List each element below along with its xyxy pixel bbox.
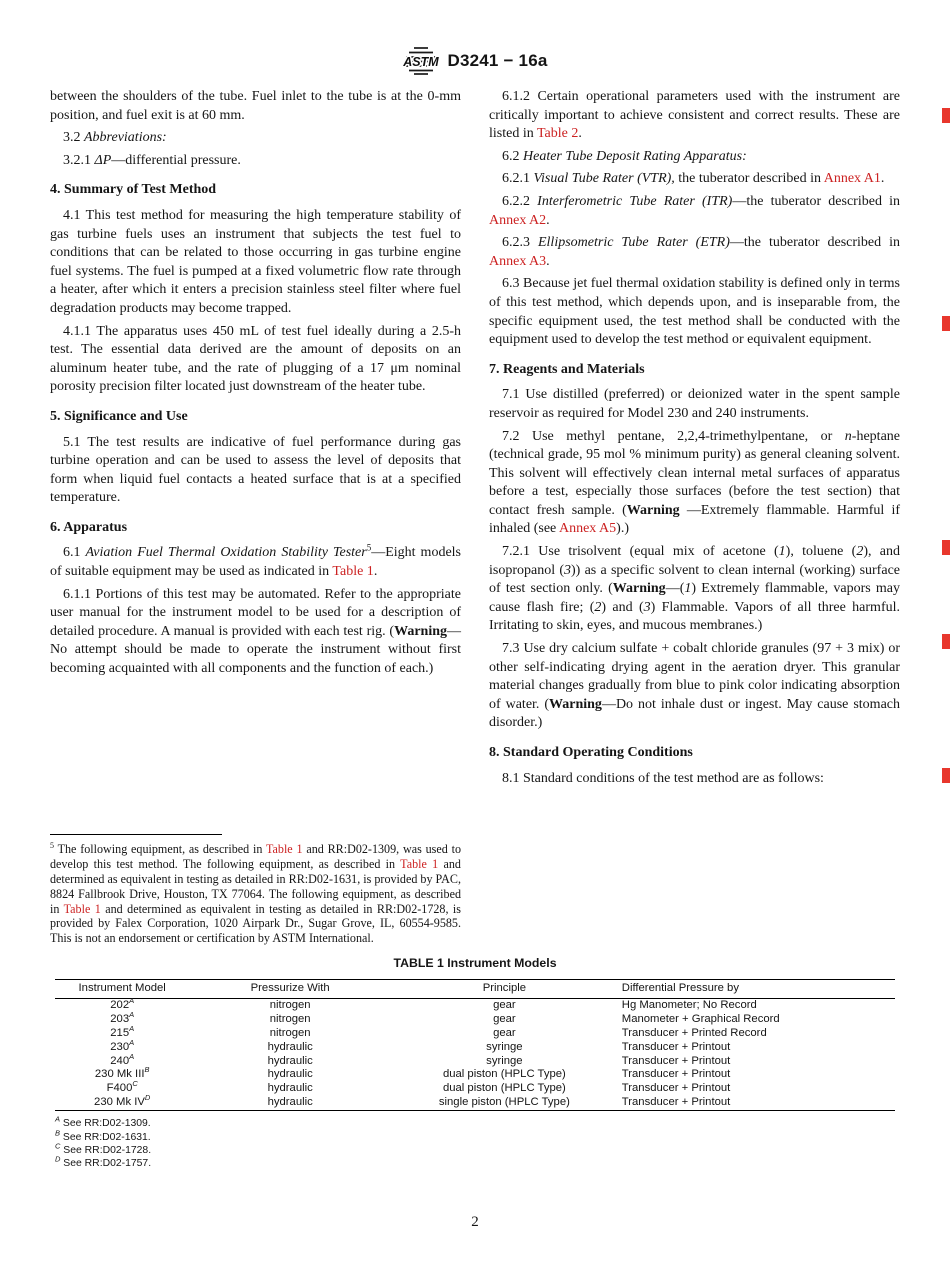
text-run: 8.1 Standard conditions of the test method are as follows: bbox=[502, 770, 824, 786]
change-marker bbox=[942, 768, 950, 783]
text-run: -heptane (technical grade, 95 mol % minimum purity) as general cleaning solvent. This solvent will effectively clean internal metal surfaces of apparatus before a test, especially those surfaces (before the test section) that contact fresh sample. ( bbox=[489, 428, 900, 518]
text-run: —differential pressure. bbox=[111, 152, 241, 168]
text-run: —Extremely flammable. Harmful if inhaled (see bbox=[489, 502, 900, 537]
text-run: . bbox=[880, 171, 885, 187]
text-run: Warning bbox=[612, 581, 666, 597]
text-run: )) as a specific solvent to clean internal (working) surface of test section only. ( bbox=[489, 562, 900, 597]
table-cell: gear bbox=[493, 1026, 516, 1039]
table-cell: nitrogen bbox=[269, 1012, 311, 1025]
text-run: 6.2.1 bbox=[502, 171, 534, 187]
table1-title: TABLE 1 Instrument Models bbox=[393, 956, 557, 970]
paragraph bbox=[489, 543, 900, 636]
text-run: ), and isopropanol ( bbox=[489, 544, 900, 578]
doc-link[interactable]: Table 1 bbox=[265, 842, 303, 857]
table-cell: syringe bbox=[486, 1040, 523, 1053]
text-run: Interferometric Tube Rater (ITR) bbox=[537, 193, 733, 209]
document-body bbox=[50, 88, 900, 946]
text-run: Aviation Fuel Thermal Oxidation Stability Tester bbox=[85, 545, 367, 561]
table-footnote: $^A$ See RR:D02-1309. bbox=[55, 1114, 151, 1130]
section-heading: 7. Reagents and Materials bbox=[489, 361, 645, 377]
table-row bbox=[55, 998, 895, 1012]
text-run: . bbox=[578, 126, 582, 142]
column-header: Instrument Model bbox=[78, 982, 166, 994]
doc-link[interactable]: Table 1 bbox=[63, 901, 101, 916]
text-run: ), toluene ( bbox=[785, 544, 857, 560]
change-marker bbox=[942, 316, 950, 331]
text-run: and RR:D02-1309, was used to develop this test method. The following equipment, as described in bbox=[50, 842, 461, 872]
text-run: —the tuberator described in bbox=[732, 193, 901, 209]
paragraph bbox=[50, 544, 461, 581]
table1-body bbox=[55, 998, 895, 1110]
table-cell: 230 Mk $III^B$ bbox=[94, 1065, 150, 1081]
table-cell: syringe bbox=[486, 1054, 523, 1067]
change-marker bbox=[942, 634, 950, 649]
paragraph bbox=[489, 170, 900, 189]
paragraph bbox=[489, 386, 900, 423]
doc-link[interactable]: Annex A3 bbox=[489, 253, 547, 269]
text-run: 6.1.2 Certain operational parameters used with the instrument are critically important to achieve consistent and correct results. These are listed in bbox=[489, 89, 900, 142]
paragraph bbox=[489, 148, 900, 167]
text-run: 3 bbox=[564, 562, 572, 578]
table-cell: hydraulic bbox=[267, 1096, 313, 1109]
change-marker bbox=[942, 108, 950, 123]
text-run: 2 bbox=[594, 599, 602, 615]
paragraph bbox=[50, 434, 461, 508]
text-run: Visual Tube Rater (VTR), bbox=[533, 171, 675, 187]
section-heading: 8. Standard Operating Conditions bbox=[489, 745, 693, 760]
table-row bbox=[55, 1068, 895, 1082]
text-run: 6.2.3 bbox=[502, 235, 538, 251]
text-run: n bbox=[844, 428, 852, 444]
section-heading: 6. Apparatus bbox=[50, 519, 128, 535]
doc-link[interactable]: Annex A1 bbox=[823, 171, 881, 187]
table-cell: hydraulic bbox=[267, 1082, 313, 1095]
table-cell: Manometer + Graphical Record bbox=[621, 1012, 780, 1025]
table-cell: Transducer + Printed Record bbox=[621, 1026, 767, 1039]
table-footnote: $^C$ See RR:D02-1728. bbox=[55, 1141, 152, 1156]
text-run: 5 bbox=[50, 841, 54, 851]
table-row bbox=[55, 1082, 895, 1096]
text-run: . bbox=[373, 564, 378, 580]
text-run: The following equipment, as described in bbox=[54, 842, 266, 857]
text-run: 1 bbox=[778, 544, 786, 560]
table-cell: nitrogen bbox=[269, 1026, 311, 1039]
text-run: and determined as equivalent in testing as detailed in RR:D02-1631, is provided by PAC, 8824 Fallbrook Drive, Houston, TX 77064. The following equipment, as described in bbox=[50, 857, 461, 916]
table1 bbox=[55, 979, 895, 1111]
text-run: 7.2.1 Use trisolvent (equal mix of acetone ( bbox=[502, 544, 779, 560]
left-column bbox=[50, 88, 461, 946]
table-cell: $202^A$ bbox=[110, 996, 135, 1011]
text-run: 7.3 Use dry calcium sulfate + cobalt chloride granules (97 + 3 mix) or other self-indicating drying agent in the aeration dryer. This granular material changes gradually from blue to pink color indicating absorption of water. ( bbox=[489, 641, 900, 712]
text-run: 3.2.1 bbox=[63, 152, 95, 168]
footnote-block bbox=[50, 834, 461, 946]
table-cell: Transducer + Printout bbox=[621, 1054, 731, 1067]
table-cell: $215^A$ bbox=[110, 1023, 135, 1039]
doc-link[interactable]: Table 1 bbox=[400, 857, 439, 872]
table1-footnotes bbox=[55, 1114, 895, 1171]
text-run: Heater Tube Deposit Rating Apparatus: bbox=[523, 148, 747, 164]
footnote-text bbox=[50, 842, 461, 946]
text-run: ) and ( bbox=[601, 599, 644, 615]
table-row bbox=[55, 1055, 895, 1069]
text-run: 2 bbox=[856, 544, 864, 560]
text-run: 6.1.1 Portions of this test may be automated. Refer to the appropriate user manual for the instrument model to be used for a description of detailed procedure. A manual is provided with each test rig. ( bbox=[50, 586, 461, 639]
left-column-blocks bbox=[50, 88, 461, 679]
text-run: 5 bbox=[366, 542, 372, 553]
section-heading: 4. Summary of Test Method bbox=[50, 182, 217, 198]
table1-section bbox=[55, 956, 895, 1171]
text-run: 6.3 Because jet fuel thermal oxidation stability is defined only in terms of this test method, which depends upon, and is inseparable from, the specific equipment used, the test method shall be conducted with the equipment used to develop the test method or equivalent equipment. bbox=[489, 276, 900, 348]
text-run: —No attempt should be made to operate the instrument without first becoming acquainted with all components and the function of each.) bbox=[50, 623, 461, 677]
table-cell: gear bbox=[493, 1012, 516, 1025]
table-cell: Transducer + Printout bbox=[621, 1082, 731, 1095]
text-run: the tuberator described in bbox=[674, 171, 824, 187]
text-run: ΔP bbox=[94, 152, 112, 168]
doc-link[interactable]: Table 2 bbox=[536, 126, 579, 142]
table-row bbox=[55, 1013, 895, 1027]
column-header: Principle bbox=[482, 982, 527, 994]
text-run: 5.1 The test results are indicative of fuel performance during gas turbine operation and can be used to assess the level of deposits that form when liquid fuel contacts a heated surface that is at a specified temperature. bbox=[50, 434, 461, 506]
standard-designation: D3241 − 16a bbox=[447, 51, 548, 70]
text-run: 4.1 This test method for measuring the high temperature stability of gas turbine fuels uses an instrument that subjects the test fuel to conditions that can be related to those occurring in gas turbine engine fuel systems. The fuel is pumped at a fixed volumetric flow rate through a heater, after which it enters a precision stainless steel filter where fuel degradation products may become trapped. bbox=[50, 207, 461, 316]
right-column bbox=[489, 88, 900, 946]
text-run: 1 bbox=[684, 581, 692, 597]
doc-link[interactable]: Table 1 bbox=[332, 564, 374, 580]
right-column-blocks bbox=[489, 88, 900, 788]
table-cell: Transducer + Printout bbox=[621, 1040, 731, 1053]
paragraph bbox=[50, 323, 461, 397]
astm-logo bbox=[402, 46, 440, 76]
table-cell: dual piston (HPLC Type) bbox=[442, 1068, 566, 1081]
table-cell: nitrogen bbox=[269, 998, 311, 1011]
column-header: Differential Pressure by bbox=[621, 982, 739, 994]
page-number: 2 bbox=[471, 1214, 479, 1230]
text-run: 7.1 Use distilled (preferred) or deionized water in the spent sample reservoir as required for Model 230 and 240 instruments. bbox=[489, 387, 900, 421]
table-cell: Transducer + Printout bbox=[621, 1068, 731, 1081]
text-run: 4.1.1 The apparatus uses 450 mL of test fuel ideally during a 2.5-h test. The essential data derived are the amount of deposits on an aluminum heater tube, and the rate of plugging of a 17 μm nominal porosity precision filter located just downstream of the heater tube. bbox=[50, 323, 461, 395]
table-cell: hydraulic bbox=[267, 1054, 313, 1067]
text-run: 3.2 bbox=[63, 130, 84, 146]
paragraph bbox=[50, 152, 461, 171]
text-run: —Do not inhale dust or ingest. May cause stomach disorder.) bbox=[489, 696, 900, 731]
table-cell: $F400^C$ bbox=[106, 1079, 138, 1095]
text-run: 6.2 bbox=[502, 148, 523, 164]
paragraph bbox=[50, 129, 461, 148]
paragraph bbox=[50, 207, 461, 319]
doc-link[interactable]: Annex A5 bbox=[558, 521, 617, 537]
paragraph bbox=[489, 193, 900, 230]
table-cell: Hg Manometer; No Record bbox=[621, 998, 757, 1011]
change-marker bbox=[942, 540, 950, 555]
text-run: —( bbox=[665, 581, 685, 597]
text-run: Warning bbox=[394, 623, 447, 639]
table-cell: hydraulic bbox=[267, 1068, 313, 1081]
table-cell: Transducer + Printout bbox=[621, 1096, 731, 1109]
text-run: . bbox=[546, 253, 550, 269]
astm-logo-text: ASTM bbox=[403, 55, 440, 69]
footnote-rule bbox=[50, 834, 222, 835]
paragraph bbox=[489, 234, 900, 271]
doc-link[interactable]: Annex A2 bbox=[489, 212, 547, 228]
text-run: between the shoulders of the tube. Fuel inlet to the tube is at the 0-mm position, and fuel exit is at 60 mm. bbox=[50, 89, 461, 123]
paragraph bbox=[489, 88, 900, 144]
text-run: 6.1 bbox=[63, 545, 86, 561]
table-cell: $230^A$ bbox=[110, 1037, 135, 1053]
paragraph bbox=[489, 428, 900, 540]
text-run: 6.2.2 bbox=[502, 193, 538, 209]
text-run: —the tuberator described in bbox=[729, 235, 901, 251]
text-run: Warning bbox=[626, 502, 687, 518]
paragraph bbox=[489, 640, 900, 733]
section-heading: 5. Significance and Use bbox=[50, 408, 188, 424]
table-cell: gear bbox=[493, 998, 516, 1011]
text-run: Warning bbox=[549, 696, 602, 712]
text-run: . bbox=[546, 212, 550, 228]
table-cell: single piston (HPLC Type) bbox=[438, 1096, 570, 1109]
text-run: Ellipsometric Tube Rater (ETR) bbox=[537, 235, 730, 251]
text-run: —Eight models of suitable equipment may be used as indicated in bbox=[50, 545, 462, 580]
paragraph bbox=[50, 88, 461, 125]
table-footnote: $^D$ See RR:D02-1757. bbox=[55, 1154, 152, 1170]
text-run: 3 bbox=[643, 599, 651, 615]
table-cell: hydraulic bbox=[267, 1040, 313, 1053]
table-row bbox=[55, 1027, 895, 1041]
text-run: 7.2 Use methyl pentane, 2,2,4-trimethylpentane, or bbox=[502, 428, 845, 444]
table1-header-row bbox=[55, 980, 895, 999]
table-row bbox=[55, 1096, 895, 1110]
text-run: ).) bbox=[616, 521, 629, 537]
table-row bbox=[55, 1041, 895, 1055]
paragraph bbox=[489, 770, 900, 789]
column-header: Pressurize With bbox=[250, 982, 330, 994]
text-run: ) Flammable. Vapors of all three harmful. Irritating to skin, eyes, and mucous membranes.) bbox=[489, 599, 900, 634]
table-cell: $240^A$ bbox=[110, 1051, 135, 1067]
table-cell: dual piston (HPLC Type) bbox=[442, 1082, 566, 1095]
table-footnote: $^B$ See RR:D02-1631. bbox=[55, 1128, 151, 1143]
text-run: Abbreviations: bbox=[84, 130, 167, 146]
table-cell: 230 Mk $IV^D$ bbox=[94, 1093, 151, 1109]
paragraph bbox=[489, 275, 900, 349]
page-header bbox=[0, 46, 950, 76]
paragraph bbox=[50, 586, 461, 679]
text-run: and determined as equivalent in testing as detailed in RR:D02-1728, is provided by Falex Corporation, 1020 Airpark Dr., Sugar Grove, IL, 60554-9585. This is not an endorsement or certification by ASTM International. bbox=[50, 901, 461, 946]
text-run: ) Extremely flammable, vapors may cause flash fire; ( bbox=[489, 581, 900, 615]
table-cell: $203^A$ bbox=[110, 1010, 135, 1025]
